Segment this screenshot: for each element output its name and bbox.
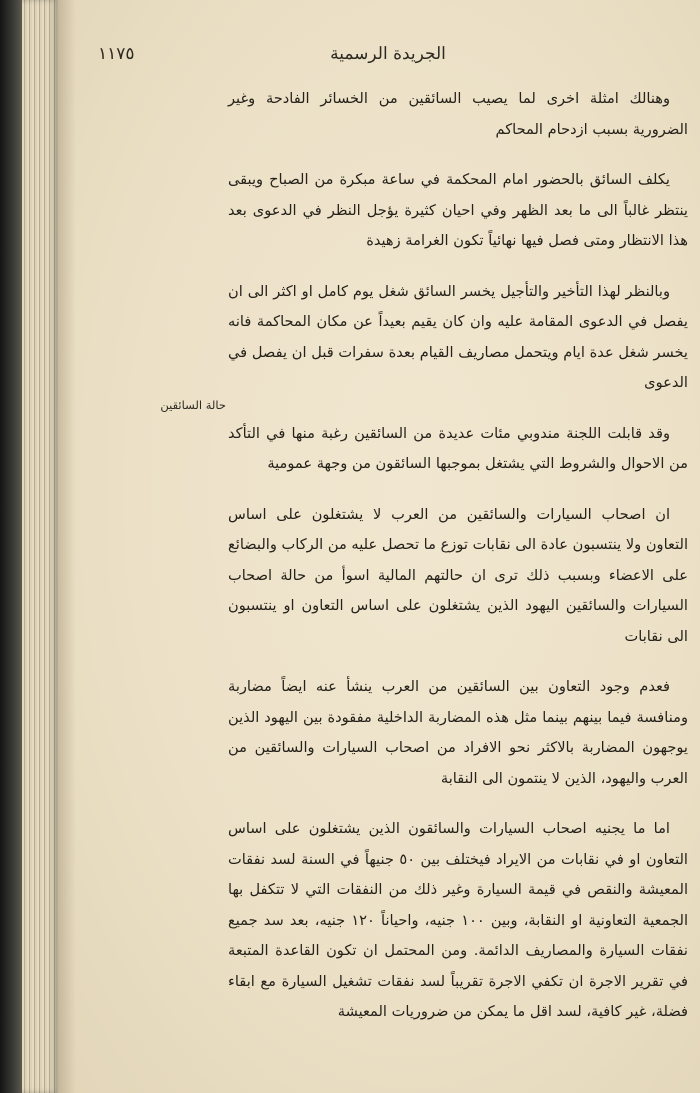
paragraph: اما ما يجنيه اصحاب السيارات والسائقون الذين يشتغلون على اساس التعاون او في نقابات من الايراد فيختلف بين ٥٠ جنيهاً في السنة لسد نفقات المعيشة والنقص في قيمة السيارة وغير ذلك من النفقات التي لا تتكفل بها الجمعية التعاونية او النقابة، وبين ١٠٠ جنيه، واحياناً ١٢٠ جنيه، بعد سد جميع نفقات السيارة والمصاريف الدائمة. ومن المحتمل ان تكون القاعدة المتبعة في تقرير الاجرة ان تكفي الاجرة تقريباً لسد نفقات تشغيل السيارة مع ابقاء فضلة، غير كافية، لسد اقل ما يمكن من ضروريات المعيشة [228,820,689,1020]
paragraph: وقد قابلت اللجنة مندوبي مئات عديدة من السائقين رغبة منها في التأكد من الاحوال والشروط التي يشتغل بموجبها السائقون من وجهة عمومية [228,424,688,472]
body-text [228,84,688,1048]
paragraph: يكلف السائق بالحضور امام المحكمة في ساعة مبكرة من الصباح ويبقى ينتظر غالباً الى ما بعد الظهر وفي احيان كثيرة يؤجل النظر في الدعوى بعد هذا الانتظار ومتى فصل فيها نهائياً تكون الغرامة زهيدة [228,171,688,249]
paragraph: فعدم وجود التعاون بين السائقين من العرب ينشأ عنه ايضاً مضاربة ومنافسة فيما بينهم بينما مثل هذه المضاربة الداخلية مفقودة بين اليهود الذين يوجهون المضاربة بالاكثر نحو الافراد من اصحاب السيارات والسائقين من العرب واليهود، الذين لا ينتمون الى النقابة [228,678,688,787]
book-binding-gutter [0,0,22,1093]
margin-note: حالة السائقين [160,398,226,412]
journal-title: الجريدة الرسمية [330,44,446,64]
paragraph: ان اصحاب السيارات والسائقين من العرب لا يشتغلون على اساس التعاون ولا ينتسبون عادة الى نقابات توزع ما تحصل عليه من الركاب والبضائع على الاعضاء وبسبب ذلك ترى ان حالتهم المالية اسوأ من حالة اصحاب السيارات والسائقين اليهود الذين يشتغلون على اساس التعاون او ينتسبون الى نقابات [228,505,688,645]
running-head [98,44,678,70]
page-number: ١١٧٥ [98,44,135,64]
paragraph: وبالنظر لهذا التأخير والتأجيل يخسر السائق شغل يوم كامل او اكثر الى ان يفصل في الدعوى المقامة عليه وان كان يقيم بعيداً عن مكان المحاكمة فانه يخسر شغل عدة ايام ويتحمل مصاريف القيام بعدة سفرات قبل ان يفصل في الدعوى [228,282,688,391]
book-page [58,0,700,1093]
paragraph: وهنالك امثلة اخرى لما يصيب السائقين من الخسائر الفادحة وغير الضرورية بسبب ازدحام المحاكم [228,90,688,138]
page-edges-stack [22,0,58,1093]
